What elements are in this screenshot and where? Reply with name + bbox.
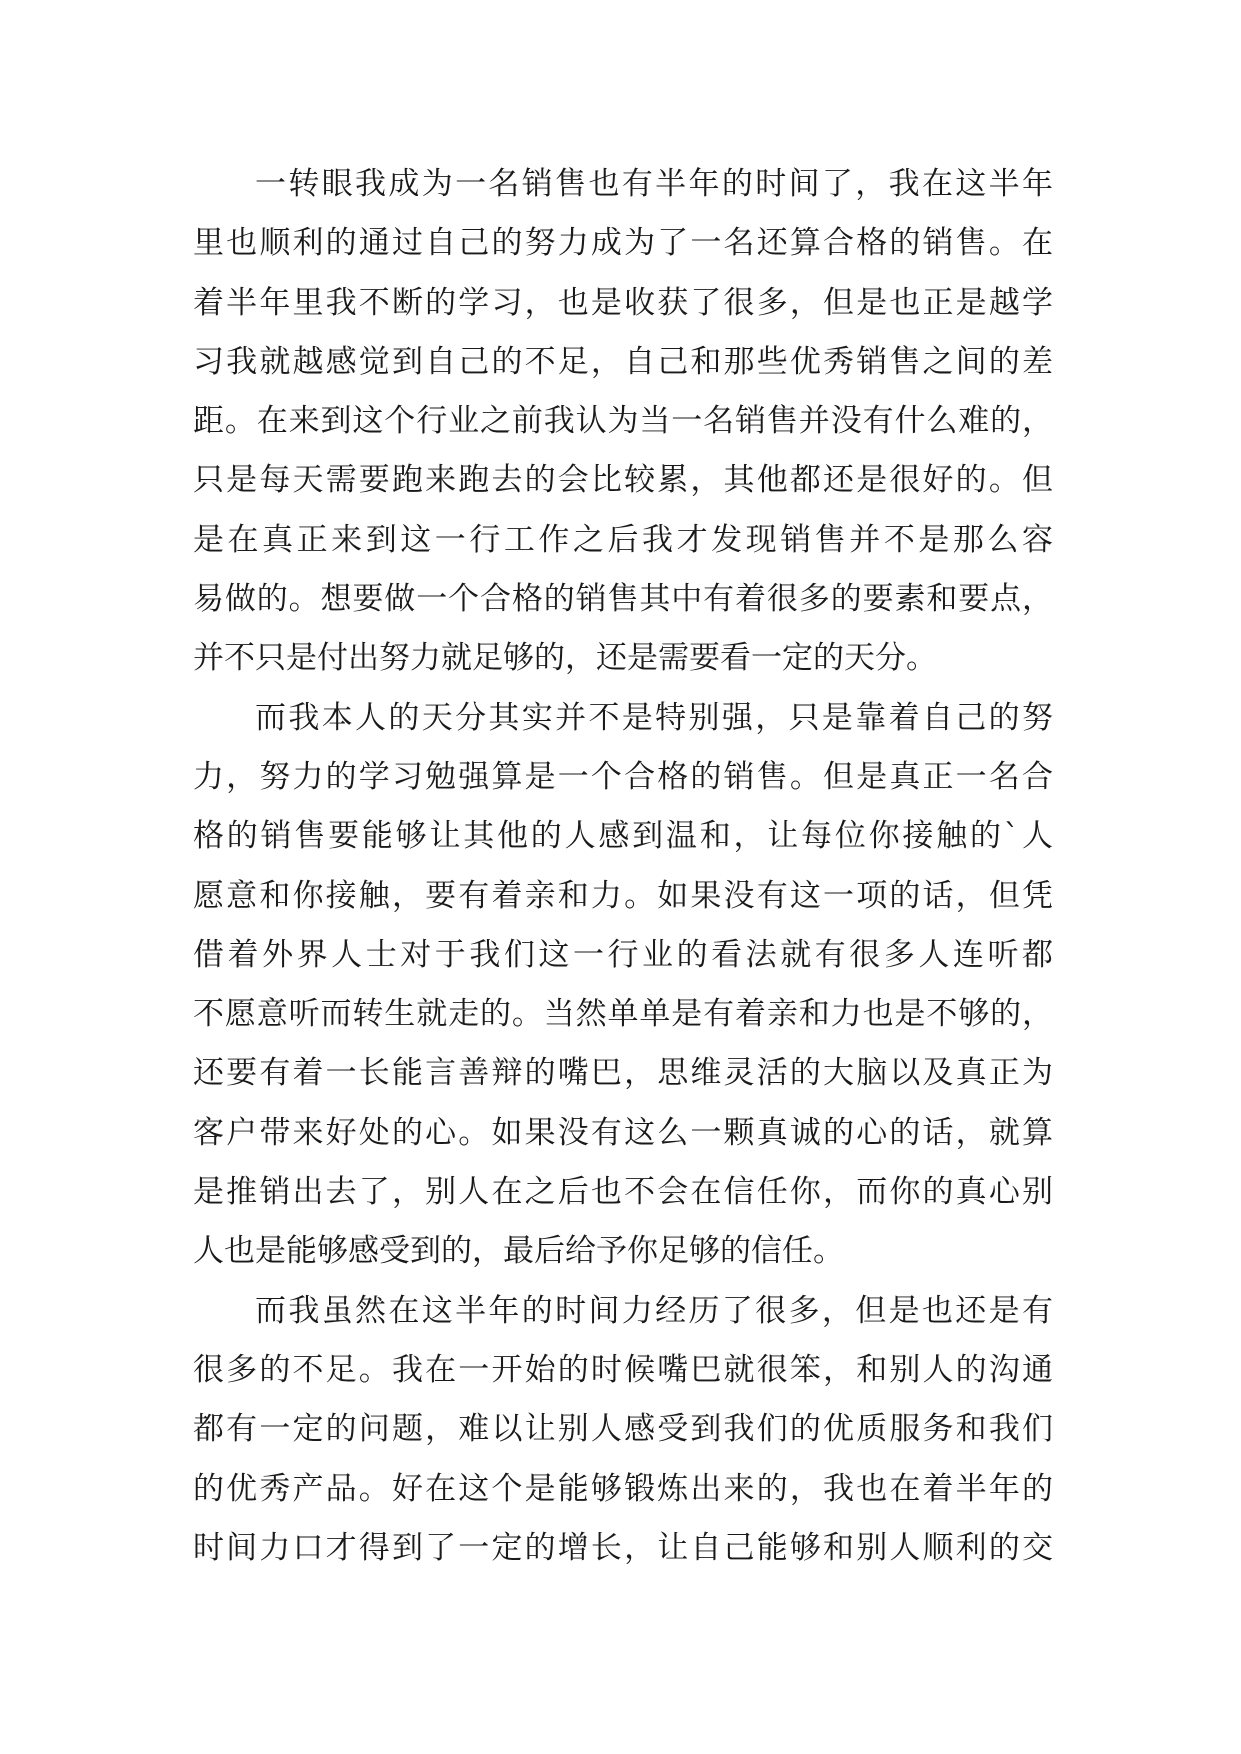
text-line: 一转眼我成为一名销售也有半年的时间了，我在这半年 — [255, 166, 1053, 202]
text-line: 格的销售要能够让其他的人感到温和，让每位你接触的`人 — [193, 818, 1053, 855]
paragraph-2 — [193, 689, 1053, 1282]
text-line: 并不只是付出努力就足够的，还是需要看一定的天分。 — [193, 640, 937, 677]
text-line: 习我就越感觉到自己的不足，自己和那些优秀销售之间的差 — [193, 343, 1053, 380]
text-line: 力，努力的学习勉强算是一个合格的销售。但是真正一名合 — [193, 758, 1053, 795]
text-line: 人也是能够感受到的，最后给予你足够的信任。 — [193, 1233, 844, 1270]
text-line: 易做的。想要做一个合格的销售其中有着很多的要素和要点， — [193, 581, 1053, 618]
paragraph-1 — [193, 155, 1053, 689]
text-line: 里也顺利的通过自己的努力成为了一名还算合格的销售。在 — [193, 225, 1053, 262]
text-line: 而我虽然在这半年的时间力经历了很多，但是也还是有 — [255, 1292, 1053, 1329]
text-line: 很多的不足。我在一开始的时候嘴巴就很笨，和别人的沟通 — [193, 1351, 1053, 1388]
text-line: 而我本人的天分其实并不是特别强，只是靠着自己的努 — [255, 699, 1053, 736]
text-line: 客户带来好处的心。如果没有这么一颗真诚的心的话，就算 — [193, 1114, 1053, 1151]
text-line: 都有一定的问题，难以让别人感受到我们的优质服务和我们 — [193, 1411, 1053, 1448]
text-line: 愿意和你接触，要有着亲和力。如果没有这一项的话，但凭 — [193, 877, 1053, 914]
document-body — [193, 155, 1053, 1578]
paragraph-3 — [193, 1282, 1053, 1578]
text-line: 还要有着一长能言善辩的嘴巴，思维灵活的大脑以及真正为 — [193, 1055, 1053, 1092]
text-line: 时间力口才得到了一定的增长，让自己能够和别人顺利的交 — [193, 1529, 1053, 1566]
text-line: 着半年里我不断的学习，也是收获了很多，但是也正是越学 — [193, 284, 1053, 321]
text-line: 只是每天需要跑来跑去的会比较累，其他都还是很好的。但 — [193, 462, 1053, 499]
text-line: 距。在来到这个行业之前我认为当一名销售并没有什么难的， — [193, 403, 1053, 440]
text-line: 是推销出去了，别人在之后也不会在信任你，而你的真心别 — [193, 1174, 1053, 1211]
text-line: 的优秀产品。好在这个是能够锻炼出来的，我也在着半年的 — [193, 1470, 1053, 1507]
text-line: 不愿意听而转生就走的。当然单单是有着亲和力也是不够的， — [193, 996, 1053, 1033]
text-line: 借着外界人士对于我们这一行业的看法就有很多人连听都 — [193, 936, 1053, 973]
text-line: 是在真正来到这一行工作之后我才发现销售并不是那么容 — [193, 521, 1053, 558]
